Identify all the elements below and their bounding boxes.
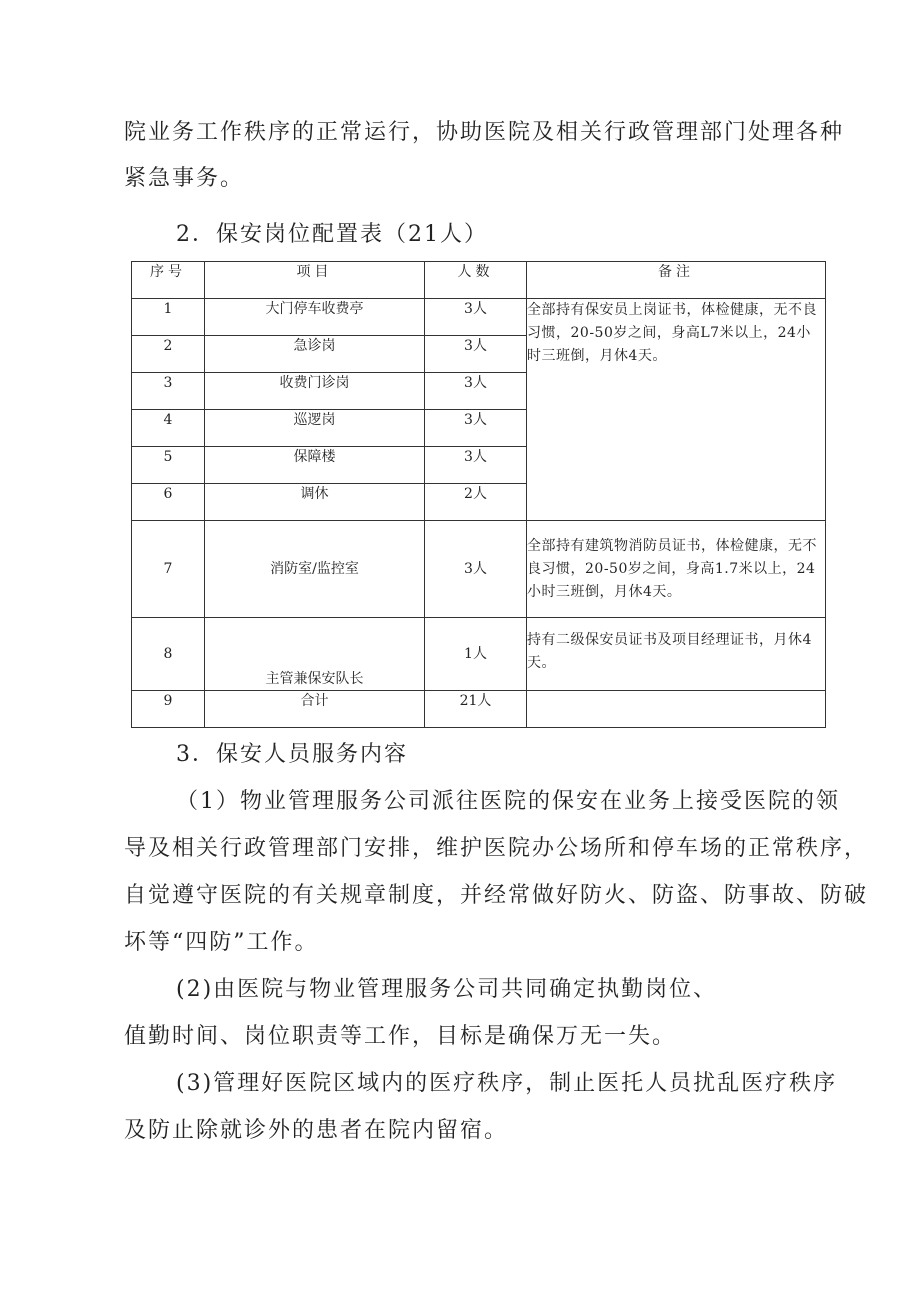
row-count: 3人 bbox=[425, 521, 527, 618]
section-3-title: 3．保安人员服务内容 bbox=[176, 742, 408, 767]
row-item: 主管兼保安队长 bbox=[205, 618, 425, 691]
row-item: 保障楼 bbox=[205, 447, 425, 484]
row-item: 消防室/监控室 bbox=[205, 521, 425, 618]
item-2-line-1: (2)由医院与物业管理服务公司共同确定执勤岗位、 bbox=[176, 977, 718, 1002]
row-index: 1 bbox=[132, 299, 205, 336]
table-total-row bbox=[132, 691, 826, 728]
table-row bbox=[132, 299, 826, 336]
row-index: 3 bbox=[132, 373, 205, 410]
row-count: 3人 bbox=[425, 447, 527, 484]
staff-allocation-table bbox=[131, 261, 826, 728]
row-count: 3人 bbox=[425, 410, 527, 447]
row-count: 1人 bbox=[425, 618, 527, 691]
row-item: 巡逻岗 bbox=[205, 410, 425, 447]
row-index: 2 bbox=[132, 336, 205, 373]
note-supervisor: 持有二级保安员证书及项目经理证书，月休4天。 bbox=[527, 618, 826, 691]
row-item: 收费门诊岗 bbox=[205, 373, 425, 410]
row-index: 9 bbox=[132, 691, 205, 728]
item-3-line-1: (3)管理好医院区域内的医疗秩序，制止医托人员扰乱医疗秩序 bbox=[176, 1071, 838, 1096]
row-index: 5 bbox=[132, 447, 205, 484]
row-count: 3人 bbox=[425, 299, 527, 336]
intro-line-1: 院业务工作秩序的正常运行，协助医院及相关行政管理部门处理各种 bbox=[124, 120, 845, 145]
item-3-line-2: 及防止除就诊外的患者在院内留宿。 bbox=[124, 1118, 509, 1143]
row-item: 大门停车收费亭 bbox=[205, 299, 425, 336]
row-count: 3人 bbox=[425, 373, 527, 410]
item-1-line-1: （1）物业管理服务公司派往医院的保安在业务上接受医院的领 bbox=[176, 789, 840, 814]
table-header-row bbox=[132, 262, 826, 299]
row-index: 6 bbox=[132, 484, 205, 521]
intro-line-2: 紧急事务。 bbox=[124, 166, 245, 191]
header-index: 序号 bbox=[132, 262, 205, 299]
row-index: 4 bbox=[132, 410, 205, 447]
section-2-title: 2．保安岗位配置表（21人） bbox=[176, 222, 488, 247]
row-index: 7 bbox=[132, 521, 205, 618]
item-1-line-4: 坏等“四防”工作。 bbox=[124, 930, 319, 955]
table-row bbox=[132, 521, 826, 618]
row-count: 21人 bbox=[425, 691, 527, 728]
note-fire-control: 全部持有建筑物消防员证书，体检健康，无不良习惯，20-50岁之间，身高1.7米以上，24小时三班倒，月休4天。 bbox=[527, 521, 826, 618]
item-2-line-2: 值勤时间、岗位职责等工作，目标是确保万无一失。 bbox=[124, 1024, 677, 1049]
row-count: 2人 bbox=[425, 484, 527, 521]
note-guards: 全部持有保安员上岗证书，体检健康，无不良习惯，20-50岁之间，身高L7米以上，24小时三班倒，月休4天。 bbox=[527, 299, 826, 521]
note-empty bbox=[527, 691, 826, 728]
item-1-line-3: 自觉遵守医院的有关规章制度，并经常做好防火、防盗、防事故、防破 bbox=[124, 883, 869, 908]
row-count: 3人 bbox=[425, 336, 527, 373]
row-item: 合计 bbox=[205, 691, 425, 728]
row-index: 8 bbox=[132, 618, 205, 691]
item-1-line-2: 导及相关行政管理部门安排，维护医院办公场所和停车场的正常秩序， bbox=[124, 836, 869, 861]
table-row bbox=[132, 618, 826, 691]
header-item: 项目 bbox=[205, 262, 425, 299]
row-item: 急诊岗 bbox=[205, 336, 425, 373]
row-item: 调休 bbox=[205, 484, 425, 521]
header-note: 备注 bbox=[527, 262, 826, 299]
header-count: 人数 bbox=[425, 262, 527, 299]
